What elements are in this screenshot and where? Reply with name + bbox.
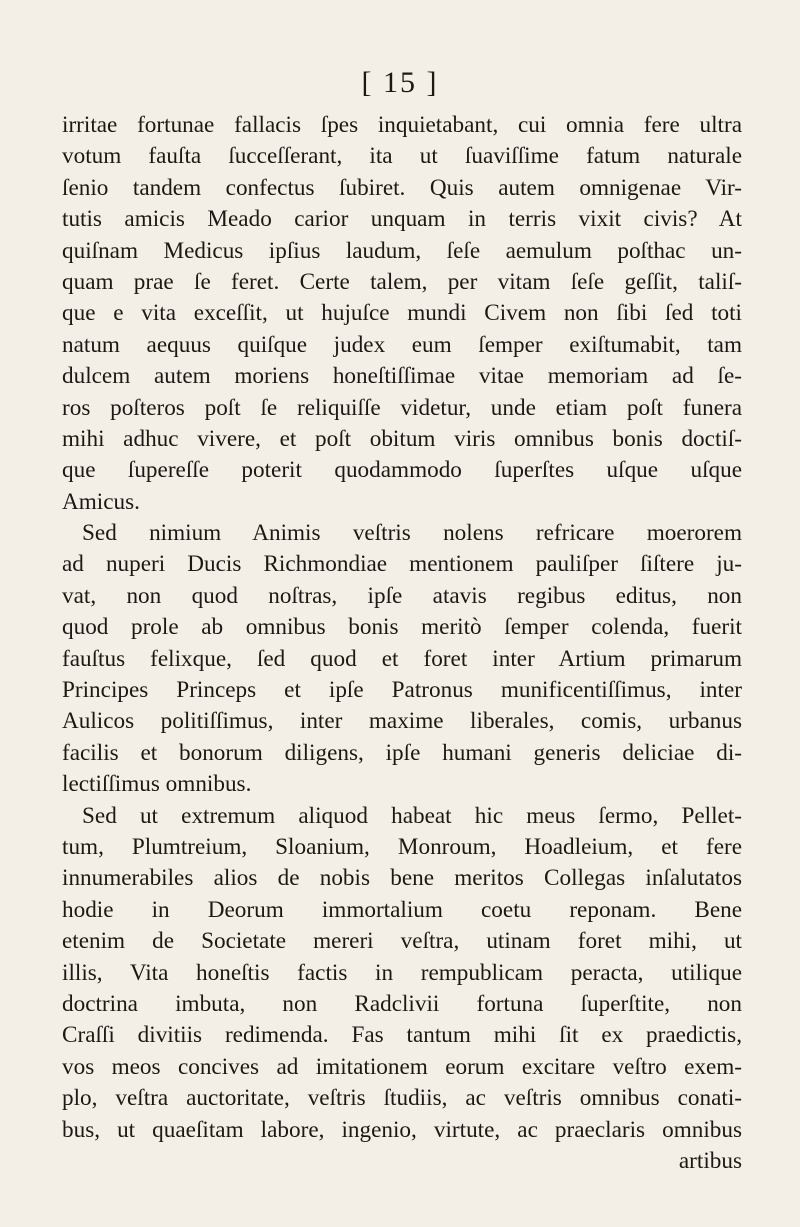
text-line: vat, non quod noſtras, ipſe atavis regibus editus, non [62,582,742,609]
text-line: Principes Princeps et ipſe Patronus munificentiſſimus, inter [62,677,742,704]
text-line: quam prae ſe feret. Certe talem, per vitam ſeſe geſſit, taliſ- [62,268,742,295]
text-line: ſenio tandem confectus ſubiret. Quis autem omnigenae Vir- [62,174,742,201]
page-number: [ 15 ] [361,66,439,99]
text-line: artibus [678,1147,742,1174]
text-line: lectiſſimus omnibus. [62,771,252,798]
text-line: bus, ut quaeſitam labore, ingenio, virtute, ac praeclaris omnibus [62,1116,742,1143]
text-line: votum fauſta ſucceſſerant, ita ut ſuaviſſime fatum naturale [62,143,742,170]
text-line: Craſſi divitiis redimenda. Fas tantum mihi ſit ex praedictis, [62,1022,742,1049]
text-line: natum aequus quiſque judex eum ſemper exiſtumabit, tam [62,331,742,358]
text-line: innumerabiles alios de nobis bene meritos Collegas inſalutatos [62,865,742,892]
text-line: que e vita exceſſit, ut hujuſce mundi Civem non ſibi ſed toti [62,300,742,327]
text-line: quiſnam Medicus ipſius laudum, ſeſe aemulum poſthac un- [62,237,742,264]
text-line: fauſtus felixque, ſed quod et foret inter Artium primarum [62,645,742,672]
text-line: tum, Plumtreium, Sloanium, Monroum, Hoadleium, et fere [62,833,742,860]
text-line: dulcem autem moriens honeſtiſſimae vitae memoriam ad ſe- [62,363,742,390]
text-line: ad nuperi Ducis Richmondiae mentionem pauliſper ſiſtere ju- [62,551,742,578]
latin-text-body [62,110,742,1177]
text-line: plo, veſtra auctoritate, veſtris ſtudiis, ac veſtris omnibus conati- [62,1085,742,1112]
text-line: mihi adhuc vivere, et poſt obitum viris omnibus bonis doctiſ- [62,425,742,452]
text-line: doctrina imbuta, non Radclivii fortuna ſuperſtite, non [62,990,742,1017]
text-line: tutis amicis Meado carior unquam in terris vixit civis? At [62,206,742,233]
text-line: illis, Vita honeſtis factis in rempublicam peracta, utilique [62,959,742,986]
text-line: etenim de Societate mereri veſtra, utinam foret mihi, ut [62,928,742,955]
text-line: que ſupereſſe poterit quodammodo ſuperſtes uſque uſque [62,457,742,484]
text-line: Aulicos politiſſimus, inter maxime liberales, comis, urbanus [62,708,742,735]
text-line: Sed ut extremum aliquod habeat hic meus ſermo, Pellet- [82,802,742,829]
text-line: quod prole ab omnibus bonis meritò ſemper colenda, fuerit [62,614,742,641]
text-line: Amicus. [62,488,140,515]
text-line: vos meos concives ad imitationem eorum excitare veſtro exem- [62,1053,742,1080]
text-line: Sed nimium Animis veſtris nolens refricare moerorem [82,520,742,547]
text-line: facilis et bonorum diligens, ipſe humani generis deliciae di- [62,739,742,766]
text-line: hodie in Deorum immortalium coetu reponam. Bene [62,896,742,923]
text-line: irritae fortunae fallacis ſpes inquietabant, cui omnia fere ultra [62,112,742,138]
text-line: ros poſteros poſt ſe reliquiſſe videtur, unde etiam poſt funera [62,394,742,421]
